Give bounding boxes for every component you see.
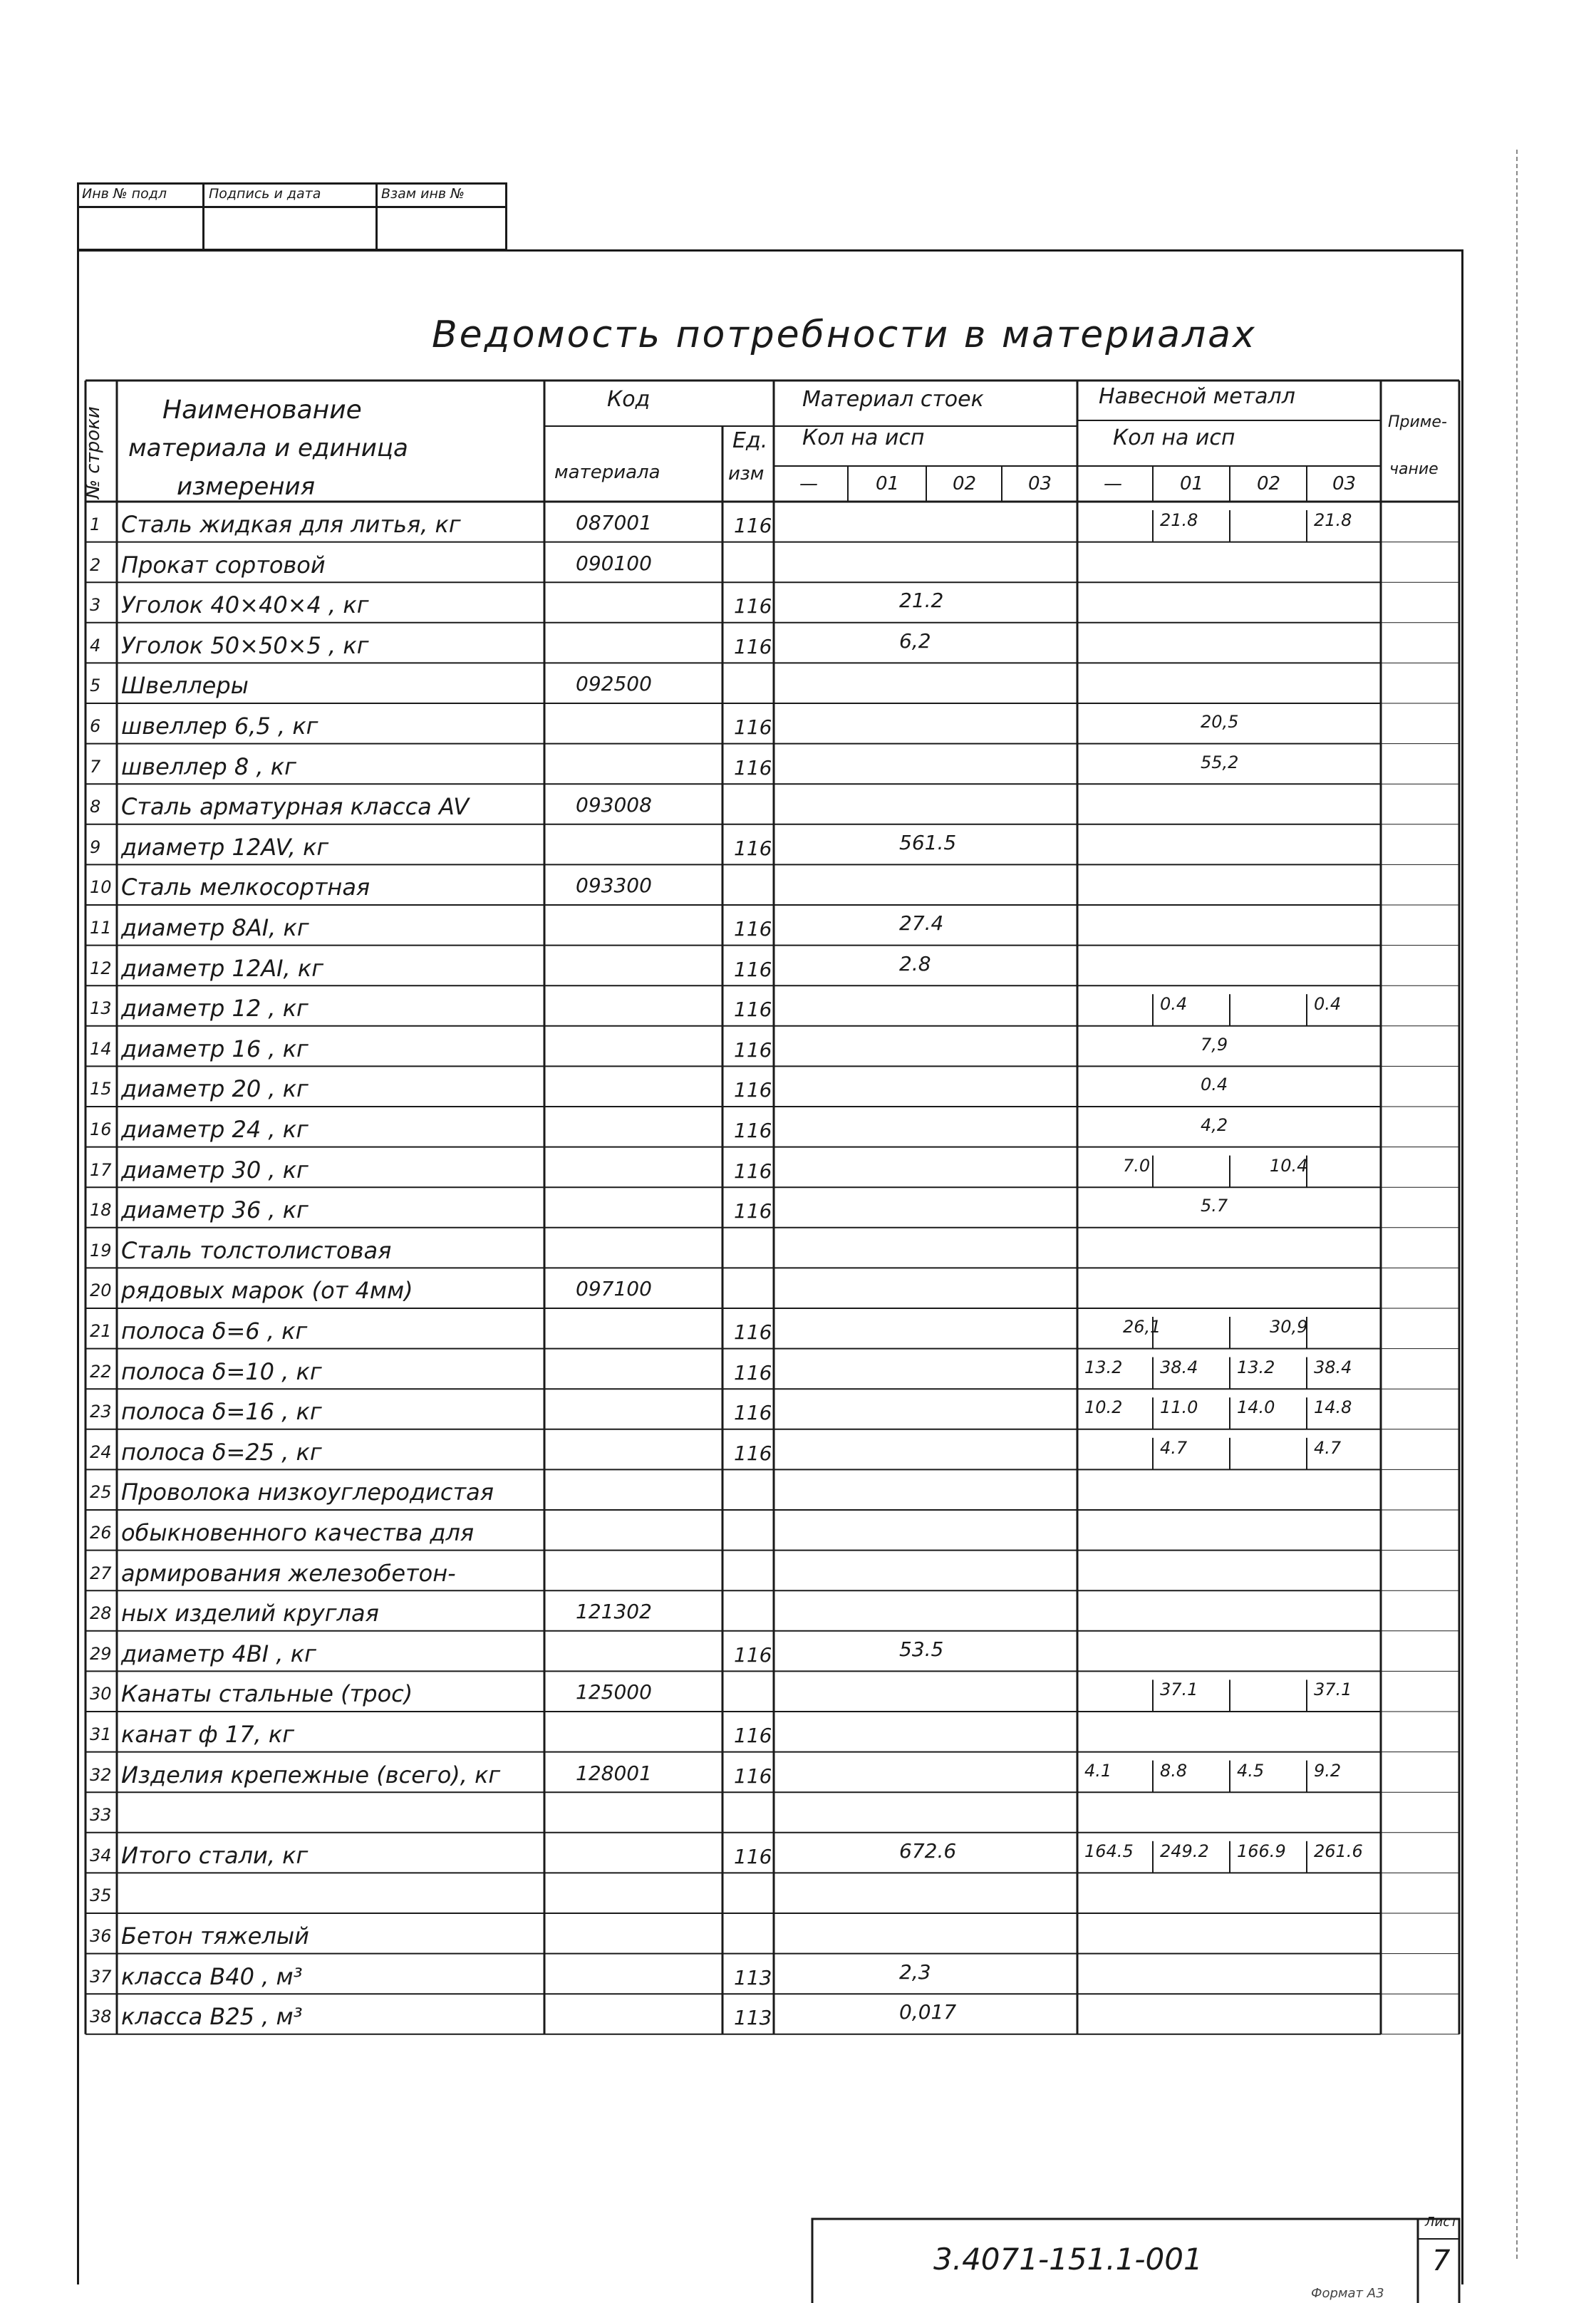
nav-quantity: 26,1: [1123, 1317, 1161, 1337]
row-number: 28: [90, 1603, 112, 1624]
nav-quantity: 37.1: [1314, 1680, 1352, 1700]
material-name: швеллер 6,5 , кг: [121, 713, 318, 740]
nav-quantity: 0.4: [1201, 1075, 1228, 1095]
material-name: Сталь арматурная класса AV: [121, 793, 470, 821]
unit-code: 116: [734, 1764, 772, 1788]
unit-code: 116: [734, 917, 772, 941]
nav-quantity: 4,2: [1201, 1115, 1228, 1135]
row-number: 17: [90, 1159, 112, 1180]
row-number: 15: [90, 1079, 112, 1099]
row-number: 32: [90, 1764, 112, 1785]
nav-quantity: 4.1: [1084, 1760, 1112, 1781]
material-code: 097100: [576, 1277, 652, 1301]
stoek-quantity: 6,2: [899, 628, 931, 653]
material-name: диаметр 12 , кг: [121, 995, 309, 1023]
stoek-quantity: 2.8: [899, 951, 931, 975]
unit-code: 116: [734, 1199, 772, 1223]
row-number: 38: [90, 2007, 112, 2027]
row-number: 13: [90, 998, 112, 1019]
stoek-quantity: 27.4: [899, 911, 944, 935]
material-code: 090100: [576, 551, 652, 575]
header-nav-col-2: 02: [1257, 473, 1281, 495]
material-name: диаметр 36 , кг: [121, 1196, 309, 1224]
nav-quantity: 21.8: [1160, 510, 1198, 530]
nav-quantity: 8.8: [1160, 1760, 1188, 1781]
header-stoek-col-1: 01: [876, 473, 900, 495]
material-code: 087001: [576, 511, 652, 534]
unit-code: 113: [734, 1965, 772, 1989]
unit-code: 116: [734, 715, 772, 739]
row-number: 1: [90, 514, 101, 534]
unit-code: 116: [734, 1078, 772, 1102]
stamp-signature-label: Подпись и дата: [209, 186, 321, 202]
material-name: диаметр 4BI , кг: [121, 1640, 316, 1667]
header-unit-line2: изм: [728, 463, 765, 485]
material-name: полоса δ=25 , кг: [121, 1438, 322, 1466]
material-name: диаметр 8AI, кг: [121, 914, 309, 941]
unit-code: 116: [734, 1320, 772, 1344]
nav-quantity: 14.0: [1237, 1397, 1275, 1418]
material-name: Изделия крепежные (всего), кг: [121, 1761, 501, 1789]
material-name: Сталь жидкая для литья, кг: [121, 511, 461, 538]
nav-quantity: 9.2: [1314, 1760, 1342, 1781]
row-number: 35: [90, 1885, 112, 1906]
unit-code: 116: [734, 957, 772, 981]
stamp-replace-label: Взам инв №: [381, 186, 465, 202]
header-navesn-title: Навесной металл: [1099, 384, 1295, 409]
row-number: 16: [90, 1119, 112, 1139]
material-name: полоса δ=16 , кг: [121, 1398, 322, 1426]
unit-code: 116: [734, 1642, 772, 1667]
material-name: класса B25 , м³: [121, 2003, 303, 2031]
row-number: 22: [90, 1361, 112, 1382]
material-name: полоса δ=10 , кг: [121, 1357, 322, 1385]
row-number: 34: [90, 1845, 112, 1865]
header-nav-col-3: 03: [1332, 473, 1357, 495]
material-name: Уголок 40×40×4 , кг: [121, 591, 369, 619]
material-name: Сталь толстолистовая: [121, 1236, 392, 1264]
material-code: 128001: [576, 1761, 652, 1785]
page-title: Ведомость потребности в материалах: [432, 314, 1257, 356]
unit-code: 116: [734, 514, 772, 537]
row-number: 37: [90, 1966, 112, 1987]
material-name: Прокат сортовой: [121, 551, 326, 579]
row-number: 18: [90, 1200, 112, 1221]
row-number: 27: [90, 1563, 112, 1583]
material-name: диаметр 24 , кг: [121, 1116, 309, 1143]
row-number: 4: [90, 635, 101, 656]
unit-code: 116: [734, 1159, 772, 1183]
nav-quantity: 21.8: [1314, 510, 1352, 530]
nav-quantity: 37.1: [1160, 1680, 1198, 1700]
material-name: ных изделий круглая: [121, 1600, 379, 1627]
unit-code: 113: [734, 2006, 772, 2030]
header-stoek-sub: Кол на исп: [802, 425, 925, 450]
unit-code: 116: [734, 1441, 772, 1465]
unit-code: 116: [734, 998, 772, 1022]
header-name-line1: Наименование: [162, 395, 362, 425]
format-label: Формат А3: [1311, 2286, 1384, 2301]
nav-quantity: 261.6: [1314, 1841, 1363, 1861]
nav-quantity: 0.4: [1314, 994, 1342, 1015]
row-number: 7: [90, 756, 101, 777]
header-name-line2: материала и единица: [128, 434, 408, 462]
stoek-quantity: 0,017: [899, 2000, 957, 2024]
nav-quantity: 7,9: [1201, 1034, 1228, 1055]
document-code: 3.4071-151.1-001: [933, 2242, 1203, 2277]
sheet-number: 7: [1432, 2245, 1451, 2277]
stoek-quantity: 53.5: [899, 1637, 944, 1661]
nav-quantity: 0.4: [1160, 994, 1188, 1015]
sheet-label: Лист: [1425, 2215, 1458, 2230]
unit-code: 116: [734, 1119, 772, 1142]
row-number: 9: [90, 837, 101, 857]
header-nav-col-0: —: [1104, 473, 1122, 495]
material-name: диаметр 12AI, кг: [121, 954, 324, 982]
nav-quantity: 38.4: [1314, 1357, 1352, 1377]
header-stoek-col-2: 02: [953, 473, 977, 495]
unit-code: 116: [734, 594, 772, 619]
row-number: 21: [90, 1321, 112, 1341]
nav-quantity: 38.4: [1160, 1357, 1198, 1377]
header-stoek-col-3: 03: [1028, 473, 1052, 495]
nav-quantity: 4.5: [1237, 1760, 1265, 1781]
row-number: 19: [90, 1240, 112, 1261]
nav-quantity: 55,2: [1201, 752, 1239, 772]
header-stoek-col-0: —: [799, 473, 818, 495]
header-navesn-sub: Кол на исп: [1113, 425, 1235, 450]
material-name: полоса δ=6 , кг: [121, 1318, 308, 1345]
row-number: 23: [90, 1402, 112, 1422]
row-number: 2: [90, 554, 101, 575]
row-number: 5: [90, 676, 101, 696]
row-number: 30: [90, 1684, 112, 1704]
material-code: 093008: [576, 793, 652, 817]
nav-quantity: 13.2: [1084, 1357, 1123, 1377]
row-number: 3: [90, 595, 101, 616]
unit-code: 116: [734, 1037, 772, 1062]
nav-quantity: 4.7: [1160, 1437, 1188, 1458]
row-number: 10: [90, 877, 112, 898]
header-code-top: Код: [607, 387, 651, 412]
material-code: 121302: [576, 1600, 652, 1624]
material-name: швеллер 8 , кг: [121, 752, 296, 780]
material-name: Уголок 50×50×5 , кг: [121, 631, 369, 659]
material-name: диаметр 12AV, кг: [121, 833, 329, 861]
row-number: 11: [90, 918, 112, 938]
material-name: Итого стали, кг: [121, 1841, 309, 1869]
nav-quantity: 10.4: [1270, 1155, 1308, 1176]
header-row-number: № строки: [83, 406, 104, 499]
unit-code: 116: [734, 634, 772, 658]
header-note-line1: Приме-: [1388, 413, 1447, 431]
material-name: канат ф 17, кг: [121, 1721, 295, 1748]
header-nav-col-1: 01: [1180, 473, 1204, 495]
nav-quantity: 166.9: [1237, 1841, 1286, 1861]
header-unit-line1: Ед.: [732, 428, 768, 453]
material-name: диаметр 16 , кг: [121, 1035, 309, 1062]
unit-code: 116: [734, 1360, 772, 1385]
nav-quantity: 5.7: [1201, 1196, 1228, 1216]
row-number: 25: [90, 1482, 112, 1503]
nav-quantity: 4.7: [1314, 1437, 1342, 1458]
row-number: 20: [90, 1280, 112, 1301]
nav-quantity: 13.2: [1237, 1357, 1275, 1377]
nav-quantity: 30,9: [1270, 1317, 1308, 1337]
stoek-quantity: 2,3: [899, 1960, 931, 1984]
nav-quantity: 10.2: [1084, 1397, 1123, 1418]
material-name: диаметр 30 , кг: [121, 1156, 309, 1184]
material-name: обыкновенного качества для: [121, 1519, 475, 1546]
material-code: 092500: [576, 672, 652, 696]
row-number: 31: [90, 1724, 112, 1744]
row-number: 33: [90, 1805, 112, 1826]
nav-quantity: 164.5: [1084, 1841, 1134, 1861]
unit-code: 116: [734, 1724, 772, 1747]
nav-quantity: 11.0: [1160, 1397, 1198, 1418]
nav-quantity: 249.2: [1160, 1841, 1209, 1861]
nav-quantity: 14.8: [1314, 1397, 1352, 1418]
header-note-line2: чание: [1389, 460, 1439, 478]
row-number: 29: [90, 1643, 112, 1664]
header-name-line3: измерения: [177, 472, 316, 501]
material-name: Швеллеры: [121, 672, 249, 700]
row-number: 8: [90, 797, 101, 817]
unit-code: 116: [734, 1401, 772, 1425]
unit-code: 116: [734, 755, 772, 780]
material-name: класса B40 , м³: [121, 1962, 303, 1990]
material-name: Канаты стальные (трос): [121, 1680, 413, 1708]
material-code: 093300: [576, 874, 652, 898]
material-name: армирования железобетон-: [121, 1559, 456, 1587]
material-name: рядовых марок (от 4мм): [121, 1277, 413, 1305]
stoek-quantity: 561.5: [899, 830, 957, 854]
material-name: Сталь мелкосортная: [121, 874, 370, 901]
nav-quantity: 20,5: [1201, 712, 1239, 732]
material-name: Бетон тяжелый: [121, 1922, 309, 1950]
row-number: 24: [90, 1442, 112, 1462]
unit-code: 116: [734, 1844, 772, 1868]
unit-code: 116: [734, 836, 772, 860]
header-stoek-title: Материал стоек: [802, 387, 984, 412]
material-name: Проволока низкоуглеродистая: [121, 1479, 494, 1506]
header-code-bottom: материала: [554, 462, 660, 483]
stamp-inv-label: Инв № подл: [82, 186, 167, 202]
row-number: 6: [90, 716, 101, 736]
row-number: 36: [90, 1926, 112, 1946]
nav-quantity: 7.0: [1123, 1155, 1151, 1176]
material-code: 125000: [576, 1680, 652, 1704]
row-number: 12: [90, 958, 112, 978]
row-number: 26: [90, 1523, 112, 1543]
stoek-quantity: 21.2: [899, 589, 944, 613]
stoek-quantity: 672.6: [899, 1838, 957, 1863]
row-number: 14: [90, 1038, 112, 1059]
material-name: диаметр 20 , кг: [121, 1075, 309, 1103]
